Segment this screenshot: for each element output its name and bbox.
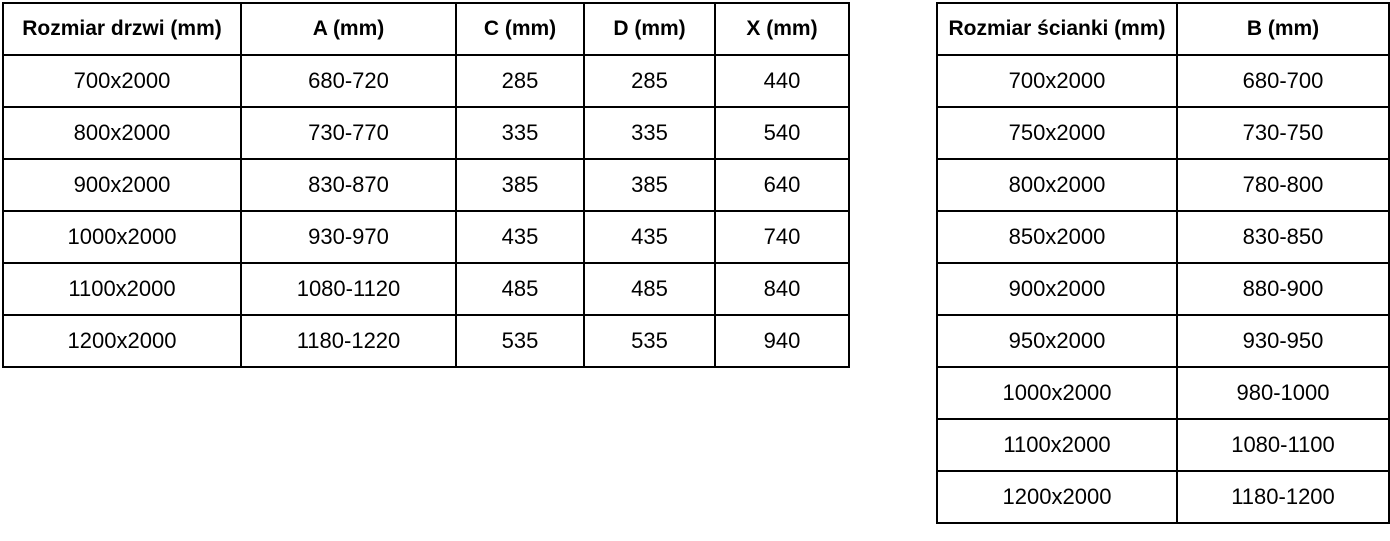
column-header: D (mm) <box>584 3 715 55</box>
column-header: Rozmiar drzwi (mm) <box>3 3 241 55</box>
table-cell: 800x2000 <box>3 107 241 159</box>
table-cell: 1000x2000 <box>3 211 241 263</box>
table-row <box>937 263 1389 315</box>
table-cell: 335 <box>584 107 715 159</box>
table-cell: 385 <box>456 159 584 211</box>
table-cell: 830-850 <box>1177 211 1389 263</box>
table-row <box>937 367 1389 419</box>
table-cell: 1180-1220 <box>241 315 456 367</box>
table-cell: 730-770 <box>241 107 456 159</box>
table-cell: 700x2000 <box>3 55 241 107</box>
table-row <box>937 211 1389 263</box>
table-row <box>3 107 849 159</box>
table-cell: 740 <box>715 211 849 263</box>
table-row <box>3 263 849 315</box>
column-header: Rozmiar ścianki (mm) <box>937 3 1177 55</box>
table-cell: 940 <box>715 315 849 367</box>
table-cell: 980-1000 <box>1177 367 1389 419</box>
table-cell: 535 <box>584 315 715 367</box>
table-cell: 700x2000 <box>937 55 1177 107</box>
table-cell: 880-900 <box>1177 263 1389 315</box>
table-row <box>937 419 1389 471</box>
table-cell: 680-700 <box>1177 55 1389 107</box>
table-cell: 680-720 <box>241 55 456 107</box>
table-cell: 730-750 <box>1177 107 1389 159</box>
table-cell: 385 <box>584 159 715 211</box>
table-row <box>937 159 1389 211</box>
door-table-header-row <box>3 3 849 55</box>
column-header: X (mm) <box>715 3 849 55</box>
table-cell: 485 <box>456 263 584 315</box>
table-cell: 780-800 <box>1177 159 1389 211</box>
door-dimensions-table <box>2 2 850 368</box>
table-cell: 1080-1100 <box>1177 419 1389 471</box>
table-row <box>3 159 849 211</box>
table-cell: 1000x2000 <box>937 367 1177 419</box>
table-cell: 930-970 <box>241 211 456 263</box>
table-cell: 435 <box>584 211 715 263</box>
table-cell: 440 <box>715 55 849 107</box>
table-cell: 1080-1120 <box>241 263 456 315</box>
table-cell: 435 <box>456 211 584 263</box>
table-cell: 800x2000 <box>937 159 1177 211</box>
table-row <box>937 315 1389 367</box>
table-cell: 900x2000 <box>3 159 241 211</box>
table-cell: 900x2000 <box>937 263 1177 315</box>
table-row <box>3 315 849 367</box>
table-cell: 930-950 <box>1177 315 1389 367</box>
column-header: A (mm) <box>241 3 456 55</box>
wall-dimensions-table <box>936 2 1390 524</box>
table-cell: 1100x2000 <box>937 419 1177 471</box>
table-cell: 1100x2000 <box>3 263 241 315</box>
wall-table-header-row <box>937 3 1389 55</box>
table-cell: 485 <box>584 263 715 315</box>
table-cell: 1200x2000 <box>3 315 241 367</box>
table-row <box>3 55 849 107</box>
table-cell: 1200x2000 <box>937 471 1177 523</box>
table-row <box>937 107 1389 159</box>
table-row <box>937 55 1389 107</box>
table-cell: 850x2000 <box>937 211 1177 263</box>
table-cell: 285 <box>456 55 584 107</box>
column-header: C (mm) <box>456 3 584 55</box>
table-cell: 750x2000 <box>937 107 1177 159</box>
column-header: B (mm) <box>1177 3 1389 55</box>
table-cell: 1180-1200 <box>1177 471 1389 523</box>
table-cell: 285 <box>584 55 715 107</box>
table-cell: 335 <box>456 107 584 159</box>
table-cell: 535 <box>456 315 584 367</box>
table-cell: 840 <box>715 263 849 315</box>
table-cell: 830-870 <box>241 159 456 211</box>
table-row <box>937 471 1389 523</box>
table-cell: 540 <box>715 107 849 159</box>
table-cell: 950x2000 <box>937 315 1177 367</box>
table-cell: 640 <box>715 159 849 211</box>
table-row <box>3 211 849 263</box>
